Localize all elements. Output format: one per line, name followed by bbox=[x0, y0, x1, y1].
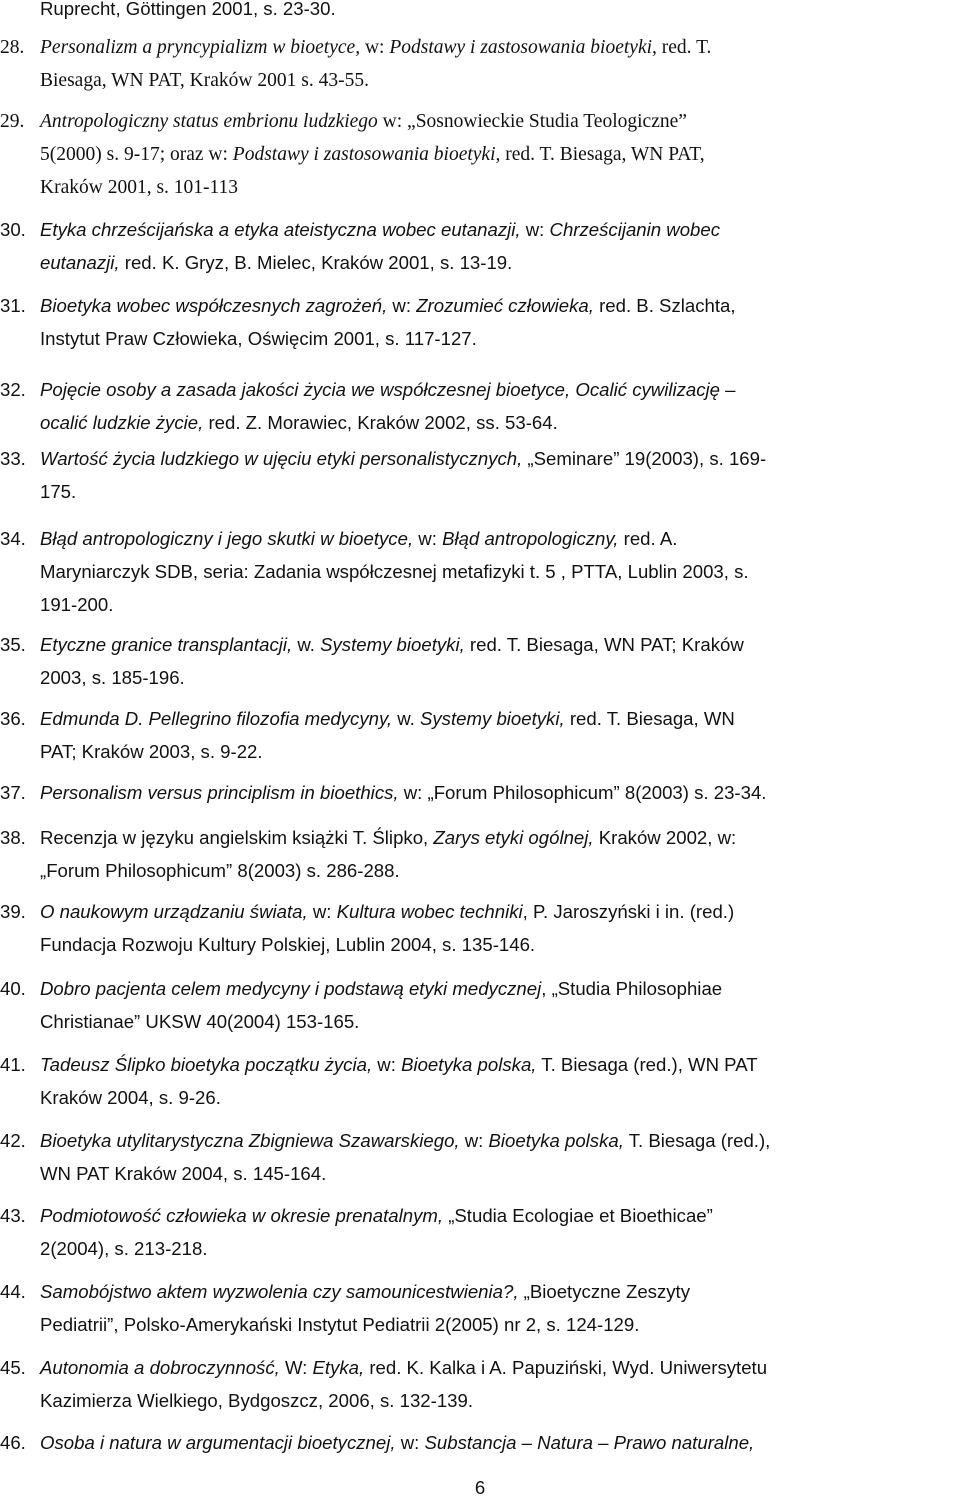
entry-line bbox=[40, 1353, 767, 1383]
entry-line bbox=[40, 704, 735, 734]
entry-number: 32. bbox=[0, 379, 26, 400]
title-text: Etyka chrześcijańska a etyka ateistyczna wobec eutanazji, bbox=[40, 219, 521, 240]
citation-text: PAT; Kraków 2003, s. 9-22. bbox=[40, 741, 263, 762]
citation-text: Kraków 2001, s. 101-113 bbox=[40, 177, 239, 198]
citation-text: „Bioetyczne Zeszyty bbox=[518, 1281, 691, 1302]
citation-text: T. Biesaga (red.), WN PAT bbox=[536, 1054, 758, 1075]
citation-text: Recenzja w języku angielskim książki T. Ślipko, bbox=[40, 827, 434, 848]
citation-text: Kraków 2002, w: bbox=[593, 827, 737, 848]
entry-number: 46. bbox=[0, 1432, 26, 1453]
entry-line bbox=[40, 33, 711, 63]
entry-line bbox=[40, 324, 477, 354]
entry-line bbox=[40, 1050, 758, 1080]
citation-text: w: bbox=[372, 1054, 402, 1075]
entry-line bbox=[40, 1126, 770, 1156]
citation-text: Kraków 2004, s. 9-26. bbox=[40, 1087, 221, 1108]
title-text: Bioetyka polska, bbox=[488, 1130, 624, 1151]
citation-text: red. K. Kalka i A. Papuziński, Wyd. Uniwersytetu bbox=[364, 1357, 768, 1378]
entry-number: 42. bbox=[0, 1130, 26, 1151]
entry-number: 35. bbox=[0, 634, 26, 655]
entry-line bbox=[40, 1277, 690, 1307]
citation-text: Christianae” UKSW 40(2004) 153-165. bbox=[40, 1011, 360, 1032]
entry-number: 33. bbox=[0, 448, 26, 469]
citation-text: WN PAT Kraków 2004, s. 145-164. bbox=[40, 1163, 327, 1184]
title-text: Etyczne granice transplantacji, bbox=[40, 634, 293, 655]
citation-text: Pediatrii”, Polsko-Amerykański Instytut Pediatrii 2(2005) nr 2, s. 124-129. bbox=[40, 1314, 640, 1335]
citation-text: 5(2000) s. 9-17; oraz w: bbox=[40, 144, 233, 165]
title-text: Personalism versus principlism in bioethics, bbox=[40, 782, 399, 803]
title-text: Osoba i natura w argumentacji bioetycznej, bbox=[40, 1432, 396, 1453]
citation-text: 2003, s. 185-196. bbox=[40, 667, 185, 688]
entry-line bbox=[40, 66, 369, 96]
entry-number: 34. bbox=[0, 528, 26, 549]
entry-line bbox=[40, 930, 535, 960]
entry-line bbox=[40, 408, 558, 438]
entry-line bbox=[40, 107, 687, 137]
entry-number: 43. bbox=[0, 1205, 26, 1226]
entry-line bbox=[40, 0, 336, 24]
entry-line bbox=[40, 477, 76, 507]
citation-text: w: „Forum Philosophicum” 8(2003) s. 23-34. bbox=[398, 782, 767, 803]
entry-line bbox=[40, 1201, 713, 1231]
entry-number: 44. bbox=[0, 1281, 26, 1302]
entry-number: 45. bbox=[0, 1357, 26, 1378]
title-text: O naukowym urządzaniu świata, bbox=[40, 901, 308, 922]
entry-line bbox=[40, 291, 736, 321]
entry-line bbox=[40, 974, 722, 1004]
citation-text: w: bbox=[360, 37, 390, 58]
citation-text: „Forum Philosophicum” 8(2003) s. 286-288. bbox=[40, 860, 400, 881]
title-text: Podmiotowość człowieka w okresie prenatalnym, bbox=[40, 1205, 444, 1226]
citation-text: , „Studia Philosophiae bbox=[541, 978, 723, 999]
citation-text: „Studia Ecologiae et Bioethicae” bbox=[443, 1205, 713, 1226]
entry-line bbox=[40, 215, 720, 245]
title-text: Chrześcijanin wobec bbox=[549, 219, 721, 240]
title-text: Pojęcie osoby a zasada jakości życia we współczesnej bioetyce, bbox=[40, 379, 571, 400]
title-text: Ocalić cywilizację – bbox=[575, 379, 736, 400]
title-text: Błąd antropologiczny, bbox=[442, 528, 619, 549]
title-text: Kultura wobec techniki bbox=[336, 901, 523, 922]
title-text: Błąd antropologiczny i jego skutki w bioetyce, bbox=[40, 528, 414, 549]
title-text: Zarys etyki ogólnej, bbox=[433, 827, 594, 848]
title-text: Tadeusz Ślipko bioetyka początku życia, bbox=[40, 1054, 373, 1075]
entry-number: 37. bbox=[0, 782, 26, 803]
citation-text: w. bbox=[392, 708, 420, 729]
entry-line bbox=[40, 248, 512, 278]
citation-text: red. T. bbox=[656, 37, 712, 58]
title-text: Systemy bioetyki, bbox=[419, 708, 565, 729]
entry-line bbox=[40, 557, 749, 587]
entry-line bbox=[40, 823, 736, 853]
citation-text: red. B. Szlachta, bbox=[593, 295, 736, 316]
entry-number: 40. bbox=[0, 978, 26, 999]
entry-line bbox=[40, 173, 238, 203]
entry-line bbox=[40, 375, 736, 405]
entry-line bbox=[40, 1310, 639, 1340]
title-text: Podstawy i zastosowania bioetyki, bbox=[232, 144, 501, 165]
entry-line bbox=[40, 1083, 221, 1113]
page-number: 6 bbox=[474, 1477, 486, 1498]
entry-line bbox=[40, 630, 744, 660]
entry-line bbox=[40, 1428, 754, 1458]
entry-line bbox=[40, 444, 766, 474]
title-text: Edmunda D. Pellegrino filozofia medycyny, bbox=[40, 708, 393, 729]
citation-text: Biesaga, WN PAT, Kraków 2001 s. 43-55. bbox=[40, 70, 369, 91]
citation-text: 2(2004), s. 213-218. bbox=[40, 1238, 208, 1259]
entry-line bbox=[40, 778, 766, 808]
title-text: Bioetyka polska, bbox=[401, 1054, 537, 1075]
entry-line bbox=[40, 1386, 473, 1416]
title-text: eutanazji, bbox=[40, 252, 120, 273]
entry-number: 39. bbox=[0, 901, 26, 922]
citation-text: w: bbox=[387, 295, 417, 316]
entry-number: 29. bbox=[0, 111, 25, 132]
entry-number: 36. bbox=[0, 708, 26, 729]
entry-line bbox=[40, 1159, 326, 1189]
title-text: Etyka, bbox=[312, 1357, 365, 1378]
entry-number: 38. bbox=[0, 827, 26, 848]
title-text: Bioetyka utylitarystyczna Zbigniewa Szawarskiego, bbox=[40, 1130, 460, 1151]
title-text: Antropologiczny status embrionu ludzkiego bbox=[40, 111, 378, 132]
title-text: Substancja – Natura – Prawo naturalne, bbox=[424, 1432, 755, 1453]
citation-text: w: bbox=[395, 1432, 425, 1453]
entry-line bbox=[40, 737, 263, 767]
citation-text: w: bbox=[307, 901, 337, 922]
entry-line bbox=[40, 140, 705, 170]
entry-line bbox=[40, 1007, 359, 1037]
entry-line bbox=[40, 1234, 207, 1264]
entry-line bbox=[40, 524, 677, 554]
entry-line bbox=[40, 590, 113, 620]
citation-text: red. T. Biesaga, WN bbox=[564, 708, 735, 729]
title-text: Dobro pacjenta celem medycyny i podstawą etyki medycznej bbox=[40, 978, 542, 999]
title-text: Podstawy i zastosowania bioetyki, bbox=[389, 37, 657, 58]
title-text: Autonomia a dobroczynność, bbox=[40, 1357, 280, 1378]
citation-text: w: bbox=[413, 528, 443, 549]
entry-number: 30. bbox=[0, 219, 26, 240]
citation-text: red. K. Gryz, B. Mielec, Kraków 2001, s. 13-19. bbox=[119, 252, 513, 273]
title-text: Wartość życia ludzkiego w ujęciu etyki personalistycznych, bbox=[40, 448, 523, 469]
title-text: Samobójstwo aktem wyzwolenia czy samounicestwienia?, bbox=[40, 1281, 519, 1302]
citation-text: red. T. Biesaga, WN PAT; Kraków bbox=[464, 634, 744, 655]
title-text: Zrozumieć człowieka, bbox=[416, 295, 594, 316]
citation-text: T. Biesaga (red.), bbox=[623, 1130, 771, 1151]
citation-text: „Seminare” 19(2003), s. 169- bbox=[522, 448, 767, 469]
citation-text: Kazimierza Wielkiego, Bydgoszcz, 2006, s. 132-139. bbox=[40, 1390, 474, 1411]
citation-text: red. T. Biesaga, WN PAT, bbox=[500, 144, 705, 165]
citation-text: w. bbox=[292, 634, 321, 655]
citation-text: 175. bbox=[40, 481, 77, 502]
entry-line bbox=[40, 856, 400, 886]
entry-number: 28. bbox=[0, 37, 25, 58]
citation-text: Instytut Praw Człowieka, Oświęcim 2001, s. 117-127. bbox=[40, 328, 477, 349]
citation-text: red. Z. Morawiec, Kraków 2002, ss. 53-64. bbox=[203, 412, 558, 433]
citation-text: w: bbox=[520, 219, 550, 240]
title-text: Bioetyka wobec współczesnych zagrożeń, bbox=[40, 295, 388, 316]
citation-text: w: bbox=[459, 1130, 489, 1151]
citation-text: 191-200. bbox=[40, 594, 114, 615]
citation-text: W: bbox=[279, 1357, 313, 1378]
citation-text: , P. Jaroszyński i in. (red.) bbox=[522, 901, 735, 922]
title-text: ocalić ludzkie życie, bbox=[40, 412, 204, 433]
citation-text: Maryniarczyk SDB, seria: Zadania współczesnej metafizyki t. 5 , PTTA, Lublin 2003, s. bbox=[40, 561, 749, 582]
entry-line bbox=[40, 663, 185, 693]
citation-text: w: „Sosnowieckie Studia Teologiczne” bbox=[377, 111, 687, 132]
citation-text: red. A. bbox=[618, 528, 678, 549]
title-text: Systemy bioetyki, bbox=[320, 634, 465, 655]
entry-line bbox=[40, 897, 734, 927]
citation-text: Fundacja Rozwoju Kultury Polskiej, Lublin 2004, s. 135-146. bbox=[40, 934, 536, 955]
citation-text: Ruprecht, Göttingen 2001, s. 23-30. bbox=[40, 0, 336, 19]
entry-number: 31. bbox=[0, 295, 26, 316]
entry-number: 41. bbox=[0, 1054, 26, 1075]
title-text: Personalizm a pryncypializm w bioetyce, bbox=[40, 37, 361, 58]
